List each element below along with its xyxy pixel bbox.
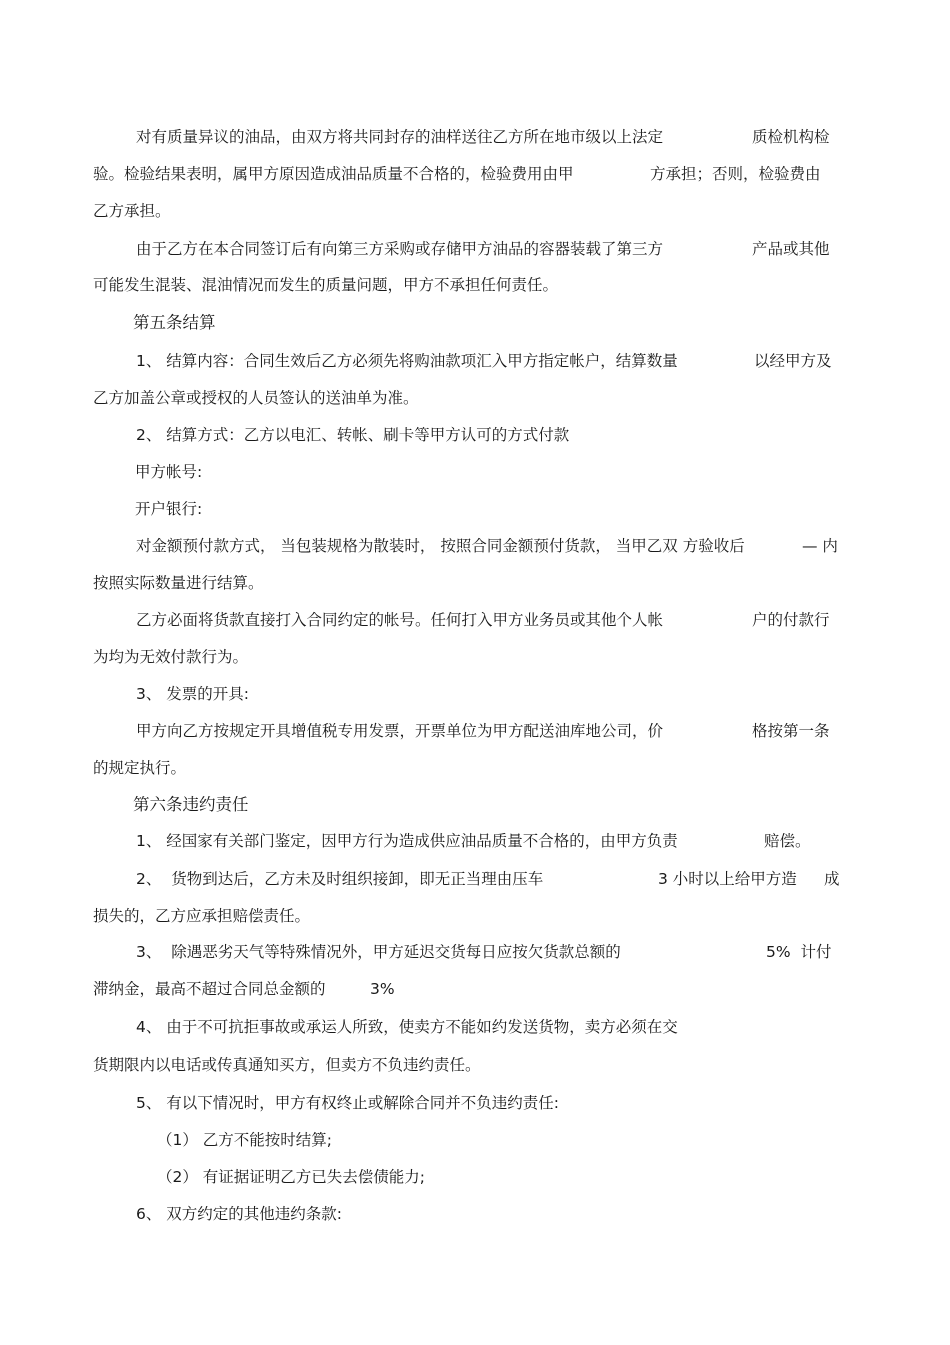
a6-subitem1 [157, 1130, 332, 1150]
a5-invoice-text-a: 甲方向乙方按规定开具增值税专用发票，开票单位为甲方配送油库地公司，价 [136, 722, 664, 740]
a6-item1-text-b: 赔偿。 [764, 832, 811, 850]
a5-invoice-line1 [136, 721, 663, 741]
a5-item2 [136, 425, 569, 445]
a6-item4-line1 [136, 1017, 678, 1037]
a5-invoice-text-c: 的规定执行。 [93, 759, 187, 777]
p1-line1-end [752, 127, 830, 147]
p1-line2 [93, 164, 574, 184]
a5-item1-line1-end [754, 351, 832, 371]
a6-item2-text-b: 3 小时以上给甲方造 [658, 870, 797, 888]
a5-prepay-text-b: — 内 [802, 537, 838, 555]
p1-line3-text: 乙方承担。 [93, 202, 171, 220]
a5-item1-line1 [136, 351, 678, 371]
a6-item3-text-a: 3、 除遇恶劣天气等特殊情况外，甲方延迟交货每日应按欠货款总额的 [136, 943, 621, 961]
a6-item2-text-a: 2、 货物到达后，乙方未及时组织接卸，即无正当理由压车 [136, 870, 544, 888]
a5-account [135, 462, 202, 482]
a5-payment-line1-end [752, 610, 830, 630]
p2-line1 [136, 239, 663, 259]
a6-item4-line2 [93, 1055, 481, 1075]
a6-item3-text-d: 3% [370, 980, 395, 998]
a6-subitem2 [157, 1167, 425, 1187]
article6-heading-text: 第六条违约责任 [133, 795, 249, 814]
a6-item2-text-c: 成 [824, 870, 840, 888]
p1-line1 [136, 127, 663, 147]
article5-heading [133, 313, 216, 333]
article5-heading-text: 第五条结算 [133, 313, 216, 332]
p2-line1-end [752, 239, 830, 259]
a5-payment-text-b: 户的付款行 [752, 611, 830, 629]
a6-item1-text-a: 1、 经国家有关部门鉴定，因甲方行为造成供应油品质量不合格的，由甲方负责 [136, 832, 678, 850]
a6-item6-text: 6、 双方约定的其他违约条款: [136, 1205, 343, 1223]
a5-item1-text-b: 以经甲方及 [754, 352, 832, 370]
a5-account-label: 甲方帐号: [135, 463, 203, 481]
a6-item3-text-b: 5% 计付 [766, 943, 832, 961]
a6-item6 [136, 1204, 342, 1224]
a6-item4-text-a: 4、 由于不可抗拒事故或承运人所致，使卖方不能如约发送货物，卖方必须在交 [136, 1018, 678, 1036]
a5-invoice-line2 [93, 758, 186, 778]
a5-item3-text: 3、 发票的开具: [136, 685, 250, 703]
a5-payment-text-c: 为均为无效付款行为。 [93, 648, 249, 666]
a5-invoice-line1-end [752, 721, 830, 741]
a5-bank-label: 开户银行: [135, 500, 203, 518]
a5-payment-line1 [136, 610, 663, 630]
p2-line1-text-a: 由于乙方在本合同签订后有向第三方采购或存储甲方油品的容器装载了第三方 [136, 240, 664, 258]
a5-bank [135, 499, 202, 519]
a6-item3-line2-end [370, 979, 395, 999]
a5-prepay-line1 [136, 536, 745, 556]
p1-line2-end [650, 164, 821, 184]
a5-item1-line2 [93, 388, 419, 408]
a5-prepay-line2 [93, 573, 264, 593]
a5-payment-text-a: 乙方必面将货款直接打入合同约定的帐号。任何打入甲方业务员或其他个人帐 [136, 611, 664, 629]
a5-item1-text-a: 1、 结算内容：合同生效后乙方必须先将购油款项汇入甲方指定帐户，结算数量 [136, 352, 678, 370]
p1-line1-text-a: 对有质量异议的油品，由双方将共同封存的油样送往乙方所在地市级以上法定 [136, 128, 664, 146]
a6-item4-text-b: 货期限内以电话或传真通知买方，但卖方不负违约责任。 [93, 1056, 481, 1074]
a5-prepay-text-a: 对金额预付款方式， 当包装规格为散装时， 按照合同金额预付货款， 当甲乙双 方验收后 [136, 537, 745, 555]
a6-item1 [136, 831, 678, 851]
p1-line2-text-b: 方承担；否则，检验费由 [650, 165, 821, 183]
a6-subitem1-text: （1） 乙方不能按时结算; [157, 1131, 333, 1149]
a6-item3-line2 [93, 979, 326, 999]
a6-item2-line2 [93, 906, 310, 926]
a5-item1-text-c: 乙方加盖公章或授权的人员签认的送油单为准。 [93, 389, 419, 407]
a6-item2-line1 [136, 869, 543, 889]
p1-line2-text-a: 验。检验结果表明，属甲方原因造成油品质量不合格的，检验费用由甲 [93, 165, 574, 183]
a6-item3-line1-end [766, 942, 831, 962]
a6-item5-text: 5、 有以下情况时，甲方有权终止或解除合同并不负违约责任: [136, 1094, 560, 1112]
a6-item2-line1-mid [658, 869, 797, 889]
p1-line1-text-b: 质检机构检 [752, 128, 830, 146]
p1-line3 [93, 201, 171, 221]
p2-line1-text-b: 产品或其他 [752, 240, 830, 258]
a6-item1-end [764, 831, 811, 851]
a6-subitem2-text: （2） 有证据证明乙方已失去偿债能力; [157, 1168, 426, 1186]
a6-item3-line1 [136, 942, 621, 962]
a5-prepay-text-c: 按照实际数量进行结算。 [93, 574, 264, 592]
a6-item2-text-d: 损失的，乙方应承担赔偿责任。 [93, 907, 311, 925]
a5-prepay-line1-end [802, 536, 838, 556]
p2-line2 [93, 275, 558, 295]
a5-item2-text: 2、 结算方式：乙方以电汇、转帐、刷卡等甲方认可的方式付款 [136, 426, 570, 444]
article6-heading [133, 795, 249, 815]
a6-item5 [136, 1093, 559, 1113]
a6-item3-text-c: 滞纳金，最高不超过合同总金额的 [93, 980, 326, 998]
a5-invoice-text-b: 格按第一条 [752, 722, 830, 740]
a5-payment-line2 [93, 647, 248, 667]
p2-line2-text: 可能发生混装、混油情况而发生的质量问题，甲方不承担任何责任。 [93, 276, 559, 294]
a6-item2-line1-end [824, 869, 840, 889]
a5-item3 [136, 684, 249, 704]
